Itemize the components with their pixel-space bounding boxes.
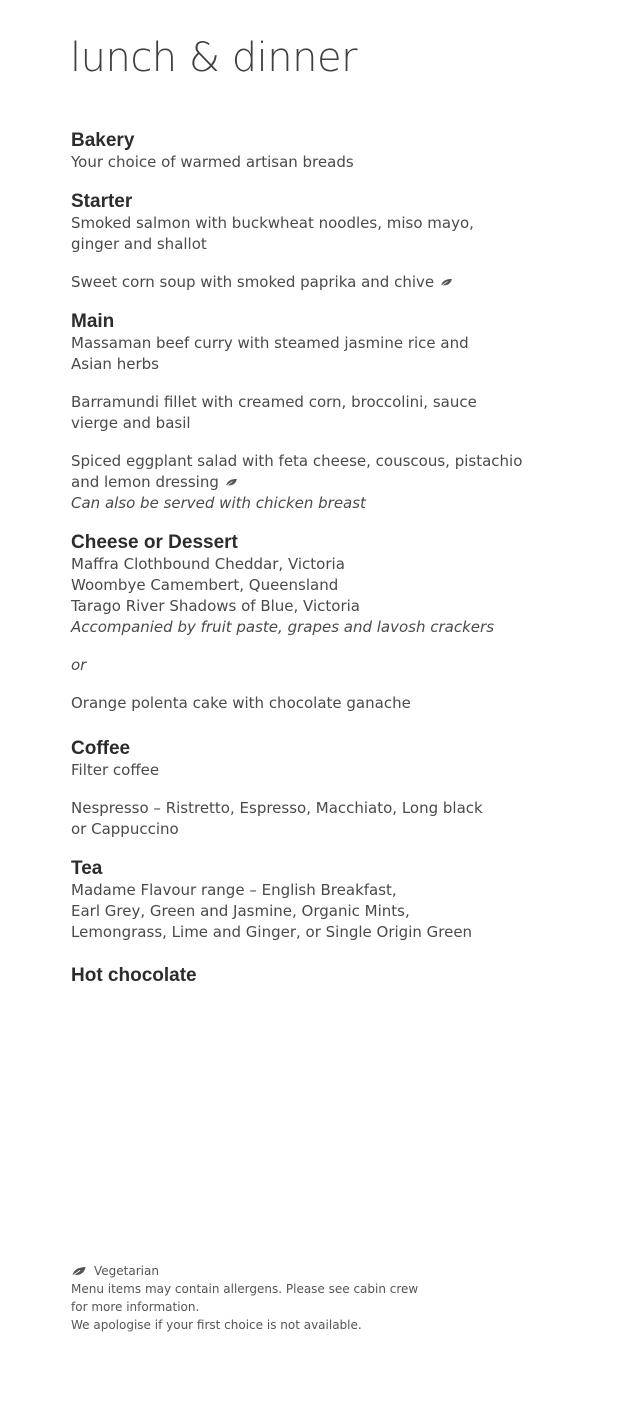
menu-content bbox=[71, 130, 571, 1005]
menu-item-text: Spiced eggplant salad with feta cheese, couscous, pistachio bbox=[71, 452, 523, 470]
section-bakery bbox=[71, 130, 571, 173]
section-coffee bbox=[71, 738, 571, 840]
menu-item-text: Smoked salmon with buckwheat noodles, miso mayo, bbox=[71, 214, 474, 232]
vegetarian-legend bbox=[71, 1262, 551, 1280]
section-heading-hot-chocolate: Hot chocolate bbox=[71, 965, 197, 986]
menu-item bbox=[71, 333, 571, 375]
menu-item-note: Accompanied by fruit paste, grapes and lavosh crackers bbox=[71, 618, 495, 636]
menu-item bbox=[71, 272, 571, 293]
menu-item-text: Earl Grey, Green and Jasmine, Organic Mints, bbox=[71, 902, 410, 920]
menu-item-text: Your choice of warmed artisan breads bbox=[71, 153, 354, 171]
menu-footer bbox=[71, 1262, 551, 1334]
menu-item-text: Woombye Camembert, Queensland bbox=[71, 576, 339, 594]
menu-item bbox=[71, 693, 571, 714]
menu-item-text: Sweet corn soup with smoked paprika and chive bbox=[71, 273, 435, 291]
menu-item-text: Nespresso – Ristretto, Espresso, Macchiato, Long black bbox=[71, 799, 483, 817]
section-heading-bakery: Bakery bbox=[71, 130, 135, 151]
menu-item-text: or Cappuccino bbox=[71, 820, 179, 838]
menu-item bbox=[71, 451, 571, 514]
leaf-icon bbox=[225, 478, 238, 487]
menu-item-text: Lemongrass, Lime and Ginger, or Single Origin Green bbox=[71, 923, 473, 941]
menu-item-text: Maffra Clothbound Cheddar, Victoria bbox=[71, 555, 345, 573]
section-starter bbox=[71, 191, 571, 293]
apology-note: We apologise if your first choice is not available. bbox=[71, 1318, 362, 1332]
or-separator: or bbox=[71, 656, 87, 674]
section-heading-starter: Starter bbox=[71, 191, 133, 212]
menu-item bbox=[71, 392, 571, 434]
menu-item bbox=[71, 213, 571, 255]
menu-item-text: Orange polenta cake with chocolate ganache bbox=[71, 694, 411, 712]
menu-item bbox=[71, 880, 571, 943]
section-heading-tea: Tea bbox=[71, 858, 103, 879]
section-heading-main: Main bbox=[71, 311, 115, 332]
menu-item-note: Can also be served with chicken breast bbox=[71, 494, 366, 512]
menu-item bbox=[71, 760, 571, 781]
section-heading-cheese-dessert: Cheese or Dessert bbox=[71, 532, 238, 553]
menu-item-text: Barramundi fillet with creamed corn, broccolini, sauce bbox=[71, 393, 477, 411]
legend-label: Vegetarian bbox=[94, 1264, 159, 1278]
menu-item-text: and lemon dressing bbox=[71, 473, 219, 491]
menu-item-text: Asian herbs bbox=[71, 355, 159, 373]
allergen-note-line: for more information. bbox=[71, 1300, 200, 1314]
leaf-icon bbox=[71, 1266, 87, 1277]
section-heading-coffee: Coffee bbox=[71, 738, 131, 759]
menu-item bbox=[71, 798, 571, 840]
section-cheese-dessert bbox=[71, 532, 571, 714]
leaf-icon bbox=[440, 278, 453, 287]
allergen-note bbox=[71, 1280, 551, 1316]
section-hot-chocolate bbox=[71, 965, 571, 987]
menu-item bbox=[71, 554, 571, 638]
section-main bbox=[71, 311, 571, 514]
menu-item-text: Tarago River Shadows of Blue, Victoria bbox=[71, 597, 360, 615]
menu-item-text: Massaman beef curry with steamed jasmine rice and bbox=[71, 334, 469, 352]
menu-item-text: vierge and basil bbox=[71, 414, 191, 432]
menu-item-text: Filter coffee bbox=[71, 761, 160, 779]
allergen-note-line: Menu items may contain allergens. Please see cabin crew bbox=[71, 1282, 419, 1296]
section-tea bbox=[71, 858, 571, 943]
menu-item-text: Madame Flavour range – English Breakfast, bbox=[71, 881, 397, 899]
menu-item-text: ginger and shallot bbox=[71, 235, 207, 253]
page-title: lunch & dinner bbox=[70, 35, 358, 81]
menu-item bbox=[71, 152, 571, 173]
